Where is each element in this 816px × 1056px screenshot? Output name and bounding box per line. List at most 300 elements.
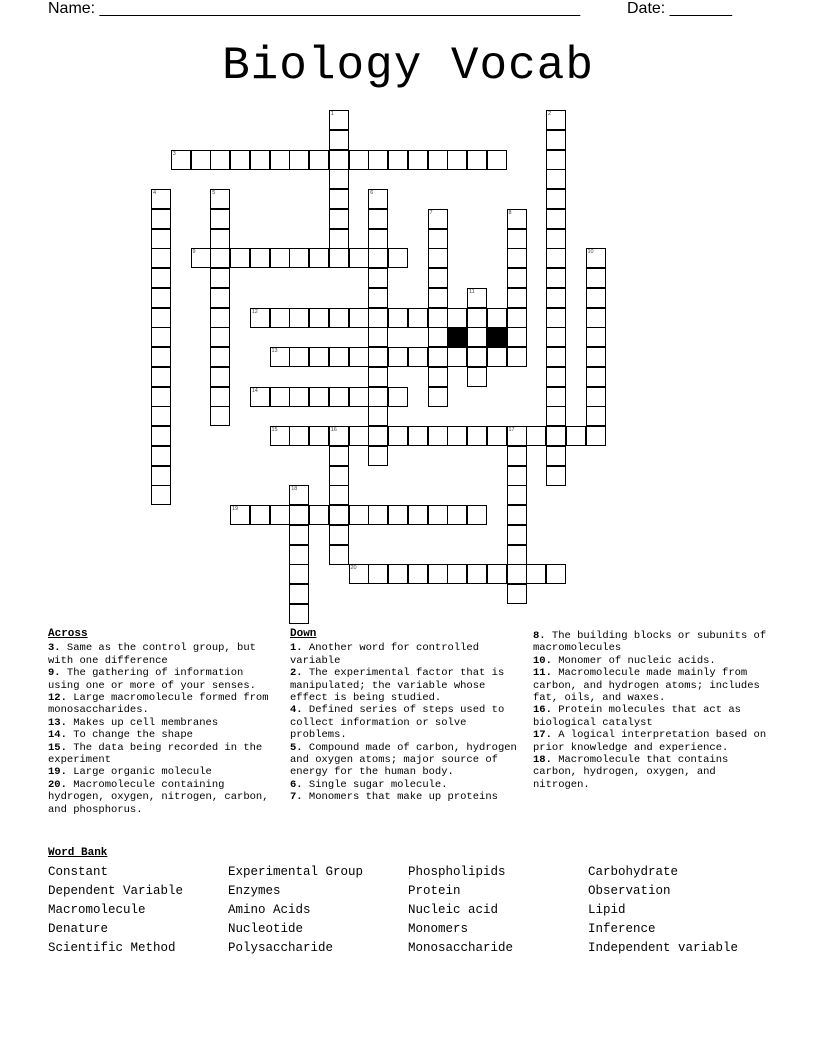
grid-cell[interactable] bbox=[526, 426, 546, 446]
cell-number: 7 bbox=[429, 209, 433, 216]
grid-cell[interactable] bbox=[349, 347, 369, 367]
grid-cell[interactable] bbox=[507, 545, 527, 565]
clue-number: 9. bbox=[48, 667, 61, 680]
grid-cell[interactable] bbox=[289, 347, 309, 367]
grid-cell[interactable] bbox=[230, 505, 250, 525]
grid-cell[interactable] bbox=[388, 505, 408, 525]
grid-cell[interactable] bbox=[368, 268, 388, 288]
word-bank-heading: Word Bank bbox=[48, 847, 108, 859]
grid-cell[interactable] bbox=[329, 426, 349, 446]
clue-item bbox=[533, 754, 768, 791]
grid-cell[interactable] bbox=[349, 248, 369, 268]
cell-number: 15 bbox=[271, 427, 278, 433]
grid-cell[interactable] bbox=[586, 268, 606, 288]
grid-cell[interactable] bbox=[191, 150, 211, 170]
grid-cell[interactable] bbox=[546, 110, 566, 130]
grid-cell[interactable] bbox=[428, 347, 448, 367]
grid-cell[interactable] bbox=[507, 229, 527, 249]
clue-item bbox=[290, 642, 525, 667]
grid-cell[interactable] bbox=[447, 564, 467, 584]
grid-cell[interactable] bbox=[329, 209, 349, 229]
grid-cell[interactable] bbox=[210, 268, 230, 288]
clue-number: 7. bbox=[290, 791, 303, 804]
cell-number: 4 bbox=[153, 190, 157, 196]
clue-item bbox=[290, 667, 525, 704]
grid-cell[interactable] bbox=[368, 347, 388, 367]
grid-cell[interactable] bbox=[329, 347, 349, 367]
name-field-label: Name: ______________________________________________________ bbox=[48, 0, 581, 17]
grid-cell[interactable] bbox=[289, 248, 309, 268]
grid-cell[interactable] bbox=[408, 308, 428, 328]
grid-cell[interactable] bbox=[586, 347, 606, 367]
clue-number: 8. bbox=[533, 630, 546, 642]
grid-cell[interactable] bbox=[151, 268, 171, 288]
grid-cell[interactable] bbox=[546, 209, 566, 229]
word-bank-item: Monosaccharide bbox=[408, 941, 514, 955]
grid-cell[interactable] bbox=[210, 308, 230, 328]
grid-cell[interactable] bbox=[250, 248, 270, 268]
clue-item bbox=[533, 729, 768, 754]
grid-cell[interactable] bbox=[368, 446, 388, 466]
grid-cell[interactable] bbox=[467, 426, 487, 446]
grid-cell[interactable] bbox=[270, 150, 290, 170]
grid-cell[interactable] bbox=[447, 426, 467, 446]
grid-cell[interactable] bbox=[447, 505, 467, 525]
clue-number: 3. bbox=[48, 642, 61, 655]
clue-number: 14. bbox=[48, 729, 67, 742]
grid-cell[interactable] bbox=[349, 426, 369, 446]
grid-cell[interactable] bbox=[388, 564, 408, 584]
word-bank-item: Inference bbox=[588, 922, 656, 936]
grid-cell[interactable] bbox=[388, 248, 408, 268]
grid-cell[interactable] bbox=[507, 564, 527, 584]
grid-cell[interactable] bbox=[467, 308, 487, 328]
grid-cell[interactable] bbox=[289, 604, 309, 624]
grid-cell[interactable] bbox=[428, 150, 448, 170]
clue-text: The data being recorded in the experiment bbox=[48, 741, 263, 767]
grid-cell[interactable] bbox=[368, 248, 388, 268]
grid-cell[interactable] bbox=[428, 248, 448, 268]
clue-text: Large macromolecule formed from monosaccharides. bbox=[48, 692, 269, 717]
clue-item bbox=[48, 779, 273, 816]
grid-cell[interactable] bbox=[368, 308, 388, 328]
grid-cell[interactable] bbox=[210, 406, 230, 426]
grid-cell[interactable] bbox=[270, 505, 290, 525]
grid-cell[interactable] bbox=[368, 150, 388, 170]
clue-text: A logical interpretation based on prior knowledge and experience. bbox=[533, 729, 767, 754]
word-bank-item: Protein bbox=[408, 884, 461, 898]
clue-item bbox=[48, 642, 273, 667]
grid-cell[interactable] bbox=[151, 347, 171, 367]
grid-cell[interactable] bbox=[171, 150, 191, 170]
grid-cell[interactable] bbox=[428, 268, 448, 288]
grid-cell[interactable] bbox=[368, 288, 388, 308]
clue-text: Makes up cell membranes bbox=[66, 716, 219, 729]
cell-number: 6 bbox=[370, 190, 374, 196]
clue-number: 4. bbox=[290, 704, 303, 717]
grid-cell[interactable] bbox=[546, 367, 566, 387]
grid-cell[interactable] bbox=[467, 150, 487, 170]
clue-text: Another word for controlled variable bbox=[290, 642, 480, 667]
grid-cell[interactable] bbox=[507, 426, 527, 446]
grid-cell[interactable] bbox=[428, 308, 448, 328]
cell-number: 17 bbox=[508, 427, 515, 433]
grid-cell[interactable] bbox=[408, 426, 428, 446]
word-bank-item: Polysaccharide bbox=[228, 941, 334, 955]
grid-cell[interactable] bbox=[546, 327, 566, 347]
grid-cell[interactable] bbox=[349, 505, 369, 525]
grid-cell[interactable] bbox=[546, 308, 566, 328]
grid-cell[interactable] bbox=[546, 426, 566, 446]
word-bank-item: Dependent Variable bbox=[48, 884, 184, 898]
grid-cell[interactable] bbox=[487, 347, 507, 367]
grid-cell[interactable] bbox=[546, 130, 566, 150]
grid-cell[interactable] bbox=[210, 248, 230, 268]
grid-cell[interactable] bbox=[349, 150, 369, 170]
grid-cell[interactable] bbox=[487, 564, 507, 584]
grid-cell[interactable] bbox=[368, 564, 388, 584]
grid-cell[interactable] bbox=[586, 288, 606, 308]
grid-cell[interactable] bbox=[507, 505, 527, 525]
clue-number: 2. bbox=[290, 667, 303, 680]
grid-cell[interactable] bbox=[329, 505, 349, 525]
clue-item bbox=[533, 704, 768, 729]
grid-cell[interactable] bbox=[428, 387, 448, 407]
grid-cell[interactable] bbox=[329, 525, 349, 545]
grid-cell[interactable] bbox=[250, 505, 270, 525]
across-clues bbox=[48, 628, 273, 816]
clue-text: Protein molecules that act as biological catalyst bbox=[533, 704, 741, 729]
clue-number: 17. bbox=[533, 729, 552, 742]
grid-cell[interactable] bbox=[270, 248, 290, 268]
clue-text: Defined series of steps used to collect information or solve problems. bbox=[290, 704, 505, 742]
grid-cell[interactable] bbox=[270, 308, 290, 328]
word-bank-item: Carbohydrate bbox=[588, 865, 679, 879]
grid-cell[interactable] bbox=[329, 466, 349, 486]
grid-cell[interactable] bbox=[309, 347, 329, 367]
grid-cell[interactable] bbox=[368, 367, 388, 387]
cell-number: 16 bbox=[330, 427, 337, 433]
grid-cell[interactable] bbox=[210, 367, 230, 387]
grid-cell[interactable] bbox=[289, 505, 309, 525]
clue-number: 11. bbox=[533, 667, 552, 680]
clue-item bbox=[533, 667, 768, 704]
clue-text: Compound made of carbon, hydrogen and oxygen atoms; major source of energy for the human body. bbox=[290, 741, 517, 779]
grid-cell[interactable] bbox=[546, 229, 566, 249]
clue-number: 16. bbox=[533, 704, 552, 717]
grid-cell[interactable] bbox=[368, 505, 388, 525]
grid-cell[interactable] bbox=[546, 406, 566, 426]
grid-cell[interactable] bbox=[230, 150, 250, 170]
clue-text: Macromolecule containing hydrogen, oxygen, nitrogen, carbon, and phosphorus. bbox=[48, 778, 269, 816]
grid-cell[interactable] bbox=[467, 367, 487, 387]
grid-cell[interactable] bbox=[368, 209, 388, 229]
grid-cell[interactable] bbox=[329, 229, 349, 249]
clue-number: 18. bbox=[533, 754, 552, 767]
grid-cell[interactable] bbox=[151, 229, 171, 249]
cell-number: 9 bbox=[192, 249, 196, 256]
word-bank-item: Nucleotide bbox=[228, 922, 304, 936]
grid-cell[interactable] bbox=[507, 288, 527, 308]
grid-cell[interactable] bbox=[546, 347, 566, 367]
grid-cell[interactable] bbox=[368, 327, 388, 347]
grid-cell[interactable] bbox=[270, 387, 290, 407]
grid-cell[interactable] bbox=[289, 308, 309, 328]
grid-cell[interactable] bbox=[289, 545, 309, 565]
grid-cell[interactable] bbox=[388, 387, 408, 407]
grid-cell[interactable] bbox=[151, 387, 171, 407]
grid-cell[interactable] bbox=[428, 288, 448, 308]
clue-text: Same as the control group, but with one difference bbox=[48, 642, 256, 667]
grid-cell[interactable] bbox=[210, 347, 230, 367]
grid-cell[interactable] bbox=[586, 248, 606, 268]
grid-cell[interactable] bbox=[349, 308, 369, 328]
grid-cell[interactable] bbox=[349, 564, 369, 584]
grid-cell[interactable] bbox=[191, 248, 211, 268]
grid-cell[interactable] bbox=[507, 446, 527, 466]
grid-cell[interactable] bbox=[151, 367, 171, 387]
grid-cell[interactable] bbox=[546, 189, 566, 209]
grid-cell[interactable] bbox=[507, 308, 527, 328]
word-bank-item: Phospholipids bbox=[408, 865, 506, 879]
grid-cell[interactable] bbox=[151, 426, 171, 446]
grid-cell[interactable] bbox=[270, 347, 290, 367]
grid-cell[interactable] bbox=[507, 327, 527, 347]
grid-cell[interactable] bbox=[329, 446, 349, 466]
grid-cell[interactable] bbox=[151, 209, 171, 229]
word-bank-item: Amino Acids bbox=[228, 903, 311, 917]
down-clues bbox=[290, 628, 525, 804]
grid-cell[interactable] bbox=[586, 367, 606, 387]
grid-cell[interactable] bbox=[309, 308, 329, 328]
down-heading: Down bbox=[290, 628, 317, 640]
grid-cell[interactable] bbox=[546, 387, 566, 407]
grid-cell[interactable] bbox=[309, 150, 329, 170]
grid-cell[interactable] bbox=[428, 367, 448, 387]
grid-cell[interactable] bbox=[388, 150, 408, 170]
grid-cell[interactable] bbox=[388, 347, 408, 367]
clue-item bbox=[290, 742, 525, 779]
across-heading: Across bbox=[48, 628, 88, 640]
grid-cell[interactable] bbox=[329, 169, 349, 189]
clue-text: The experimental factor that is manipulated; the variable whose effect is being studied. bbox=[290, 667, 505, 705]
grid-cell[interactable] bbox=[428, 327, 448, 347]
grid-cell[interactable] bbox=[210, 229, 230, 249]
grid-cell[interactable] bbox=[329, 308, 349, 328]
grid-cell[interactable] bbox=[586, 327, 606, 347]
grid-cell[interactable] bbox=[151, 308, 171, 328]
clue-text: Macromolecule made mainly from carbon, and hydrogen atoms; includes fat, oils, and waxes. bbox=[533, 667, 760, 705]
grid-cell[interactable] bbox=[289, 426, 309, 446]
clue-number: 13. bbox=[48, 716, 67, 729]
grid-cell[interactable] bbox=[546, 446, 566, 466]
grid-cell[interactable] bbox=[388, 308, 408, 328]
grid-cell[interactable] bbox=[151, 327, 171, 347]
grid-cell[interactable] bbox=[368, 229, 388, 249]
grid-cell[interactable] bbox=[309, 387, 329, 407]
grid-cell[interactable] bbox=[546, 150, 566, 170]
grid-cell[interactable] bbox=[210, 288, 230, 308]
clue-text: The gathering of information using one or more of your senses. bbox=[48, 667, 256, 692]
word-bank-item: Experimental Group bbox=[228, 865, 364, 879]
grid-cell[interactable] bbox=[507, 466, 527, 486]
grid-cell[interactable] bbox=[230, 248, 250, 268]
clue-item bbox=[48, 766, 273, 778]
grid-cell[interactable] bbox=[151, 288, 171, 308]
grid-cell[interactable] bbox=[507, 347, 527, 367]
grid-cell[interactable] bbox=[210, 150, 230, 170]
word-bank-item: Nucleic acid bbox=[408, 903, 499, 917]
grid-cell[interactable] bbox=[289, 584, 309, 604]
date-field-label: Date: _______ bbox=[627, 0, 732, 17]
grid-cell[interactable] bbox=[447, 150, 467, 170]
grid-cell[interactable] bbox=[408, 505, 428, 525]
word-bank-item: Scientific Method bbox=[48, 941, 176, 955]
clue-item bbox=[290, 704, 525, 741]
grid-cell[interactable] bbox=[151, 406, 171, 426]
grid-cell[interactable] bbox=[329, 130, 349, 150]
grid-cell[interactable] bbox=[329, 485, 349, 505]
grid-cell[interactable] bbox=[546, 169, 566, 189]
clue-item bbox=[48, 742, 273, 767]
grid-cell[interactable] bbox=[546, 466, 566, 486]
grid-cell[interactable] bbox=[447, 308, 467, 328]
grid-cell[interactable] bbox=[467, 505, 487, 525]
cell-number: 13 bbox=[271, 348, 278, 354]
grid-cell[interactable] bbox=[368, 387, 388, 407]
grid-cell[interactable] bbox=[250, 387, 270, 407]
grid-cell[interactable] bbox=[368, 406, 388, 426]
grid-cell[interactable] bbox=[151, 248, 171, 268]
grid-cell[interactable] bbox=[408, 150, 428, 170]
grid-cell[interactable] bbox=[586, 308, 606, 328]
grid-cell[interactable] bbox=[586, 387, 606, 407]
grid-cell[interactable] bbox=[250, 308, 270, 328]
grid-cell[interactable] bbox=[586, 426, 606, 446]
clue-item bbox=[48, 667, 273, 692]
grid-cell[interactable] bbox=[151, 485, 171, 505]
grid-cell[interactable] bbox=[428, 564, 448, 584]
grid-cell[interactable] bbox=[467, 564, 487, 584]
grid-cell[interactable] bbox=[210, 387, 230, 407]
black-cell bbox=[447, 327, 467, 347]
clue-item bbox=[290, 791, 525, 803]
grid-cell[interactable] bbox=[151, 446, 171, 466]
clue-text: Macromolecule that contains carbon, hydrogen, oxygen, and nitrogen. bbox=[533, 754, 729, 791]
grid-cell[interactable] bbox=[151, 189, 171, 209]
cell-number: 5 bbox=[212, 190, 216, 196]
clue-number: 15. bbox=[48, 741, 67, 754]
grid-cell[interactable] bbox=[546, 564, 566, 584]
grid-cell[interactable] bbox=[546, 248, 566, 268]
grid-cell[interactable] bbox=[467, 288, 487, 308]
grid-cell[interactable] bbox=[289, 564, 309, 584]
grid-cell[interactable] bbox=[526, 564, 546, 584]
grid-cell[interactable] bbox=[487, 308, 507, 328]
grid-cell[interactable] bbox=[428, 209, 448, 229]
grid-cell[interactable] bbox=[447, 347, 467, 367]
grid-cell[interactable] bbox=[507, 525, 527, 545]
black-cell bbox=[487, 327, 507, 347]
page-title: Biology Vocab bbox=[222, 40, 594, 92]
grid-cell[interactable] bbox=[368, 189, 388, 209]
clue-text: To change the shape bbox=[66, 729, 193, 742]
cell-number: 19 bbox=[232, 506, 239, 512]
grid-cell[interactable] bbox=[507, 209, 527, 229]
grid-cell[interactable] bbox=[329, 387, 349, 407]
grid-cell[interactable] bbox=[467, 327, 487, 347]
grid-cell[interactable] bbox=[487, 426, 507, 446]
grid-cell[interactable] bbox=[289, 485, 309, 505]
word-bank-item: Denature bbox=[48, 922, 109, 936]
grid-cell[interactable] bbox=[329, 248, 349, 268]
grid-cell[interactable] bbox=[507, 485, 527, 505]
cell-number: 12 bbox=[251, 308, 258, 315]
cell-number: 3 bbox=[172, 150, 176, 157]
clue-text: Monomers that make up proteins bbox=[302, 791, 498, 804]
grid-cell[interactable] bbox=[507, 248, 527, 268]
grid-cell[interactable] bbox=[250, 150, 270, 170]
grid-cell[interactable] bbox=[151, 466, 171, 486]
grid-cell[interactable] bbox=[329, 150, 349, 170]
grid-cell[interactable] bbox=[586, 406, 606, 426]
grid-cell[interactable] bbox=[309, 505, 329, 525]
word-bank-item: Enzymes bbox=[228, 884, 281, 898]
word-bank-item: Observation bbox=[588, 884, 671, 898]
word-bank-item: Macromolecule bbox=[48, 903, 146, 917]
grid-cell[interactable] bbox=[487, 150, 507, 170]
cell-number: 1 bbox=[330, 111, 334, 117]
grid-cell[interactable] bbox=[270, 426, 290, 446]
grid-cell[interactable] bbox=[289, 150, 309, 170]
grid-cell[interactable] bbox=[210, 209, 230, 229]
word-bank-item: Constant bbox=[48, 865, 109, 879]
grid-cell[interactable] bbox=[309, 248, 329, 268]
grid-cell[interactable] bbox=[507, 584, 527, 604]
grid-cell[interactable] bbox=[428, 229, 448, 249]
grid-cell[interactable] bbox=[408, 564, 428, 584]
grid-cell[interactable] bbox=[210, 189, 230, 209]
clue-number: 6. bbox=[290, 778, 303, 791]
clue-text: The building blocks or subunits of macromolecules bbox=[533, 630, 767, 655]
grid-cell[interactable] bbox=[507, 268, 527, 288]
grid-cell[interactable] bbox=[349, 387, 369, 407]
grid-cell[interactable] bbox=[329, 110, 349, 130]
cell-number: 18 bbox=[291, 486, 298, 493]
grid-cell[interactable] bbox=[388, 426, 408, 446]
clue-number: 1. bbox=[290, 642, 303, 655]
word-bank-item: Monomers bbox=[408, 922, 469, 936]
grid-cell[interactable] bbox=[329, 545, 349, 565]
grid-cell[interactable] bbox=[467, 347, 487, 367]
grid-cell[interactable] bbox=[546, 288, 566, 308]
clue-item bbox=[48, 692, 273, 717]
grid-cell[interactable] bbox=[428, 426, 448, 446]
grid-cell[interactable] bbox=[329, 189, 349, 209]
grid-cell[interactable] bbox=[368, 426, 388, 446]
grid-cell[interactable] bbox=[289, 525, 309, 545]
clue-number: 19. bbox=[48, 766, 67, 779]
clue-item bbox=[290, 779, 525, 791]
grid-cell[interactable] bbox=[428, 505, 448, 525]
grid-cell[interactable] bbox=[546, 268, 566, 288]
grid-cell[interactable] bbox=[309, 426, 329, 446]
grid-cell[interactable] bbox=[566, 426, 586, 446]
grid-cell[interactable] bbox=[408, 347, 428, 367]
grid-cell[interactable] bbox=[210, 327, 230, 347]
grid-cell[interactable] bbox=[289, 387, 309, 407]
clue-item bbox=[48, 717, 273, 729]
